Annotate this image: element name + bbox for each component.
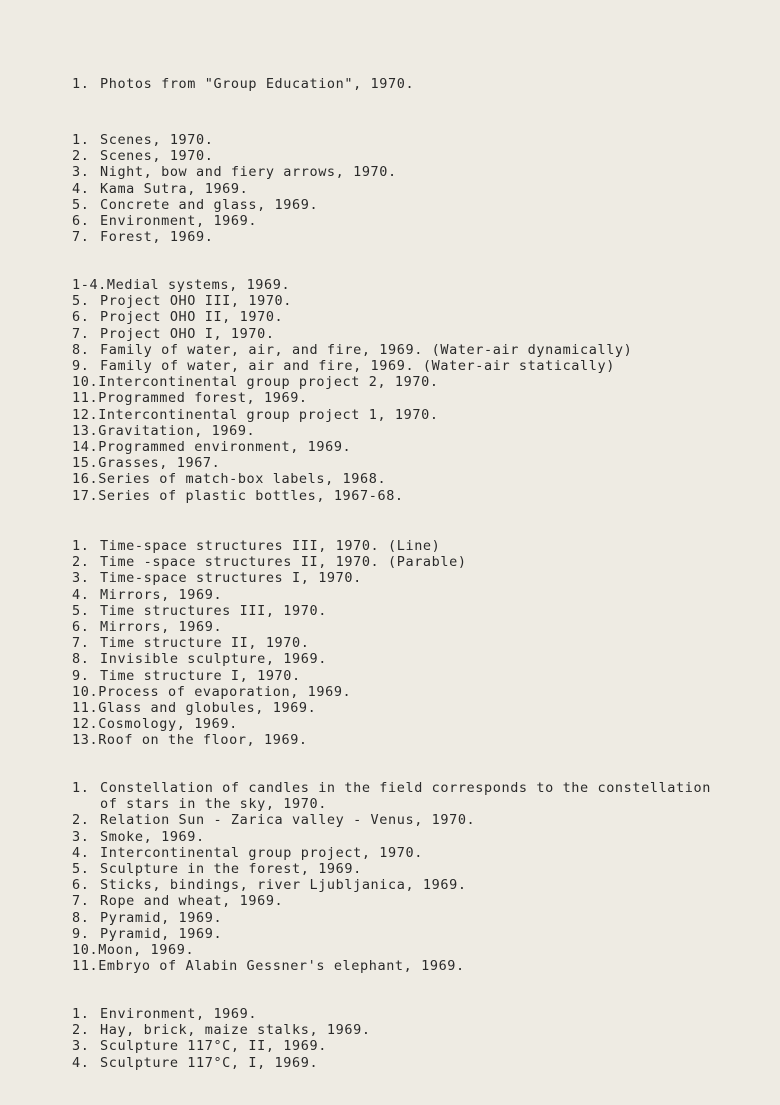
list-item bbox=[72, 700, 316, 716]
list-item bbox=[72, 326, 275, 342]
item-number: 10. bbox=[72, 683, 99, 700]
list-item bbox=[72, 488, 404, 504]
list-item bbox=[72, 1022, 371, 1038]
item-text: Night, bow and fiery arrows, 1970. bbox=[100, 164, 397, 181]
item-number: 6. bbox=[72, 619, 90, 635]
list-item bbox=[72, 910, 222, 926]
item-text: Relation Sun - Zarica valley - Venus, 1970. bbox=[100, 812, 476, 829]
item-text: Mirrors, 1969. bbox=[100, 619, 223, 635]
list-item bbox=[72, 1006, 257, 1022]
item-number: 2. bbox=[72, 554, 90, 571]
item-number: 9. bbox=[72, 667, 90, 684]
item-text: Hay, brick, maize stalks, 1969. bbox=[100, 1022, 371, 1039]
list-item bbox=[72, 213, 257, 229]
item-text: Time-space structures III, 1970. (Line) bbox=[100, 538, 441, 554]
list-item bbox=[72, 861, 362, 877]
item-number: 11. bbox=[72, 700, 99, 716]
item-text: Photos from "Group Education", 1970. bbox=[100, 76, 415, 93]
item-text: Constellation of candles in the field corresponds to the constellation bbox=[100, 780, 711, 796]
item-number: 11. bbox=[72, 958, 99, 975]
item-number: 1-4. bbox=[72, 277, 107, 293]
item-number: 8. bbox=[72, 651, 90, 668]
item-text: Programmed forest, 1969. bbox=[98, 390, 308, 407]
item-text: Family of water, air and fire, 1969. (Water-air statically) bbox=[100, 358, 615, 374]
list-item bbox=[72, 439, 351, 455]
item-text: Glass and globules, 1969. bbox=[98, 700, 317, 716]
list-item bbox=[72, 181, 248, 197]
list-item bbox=[72, 423, 255, 439]
list-item bbox=[72, 732, 308, 748]
item-number: 4. bbox=[72, 1054, 90, 1071]
list-item bbox=[72, 471, 386, 487]
list-item bbox=[72, 603, 327, 619]
item-text: Rope and wheat, 1969. bbox=[100, 893, 284, 910]
item-text: Medial systems, 1969. bbox=[106, 277, 291, 293]
item-text: Time structure II, 1970. bbox=[100, 635, 310, 652]
item-number: 7. bbox=[72, 229, 90, 246]
list-item bbox=[72, 716, 238, 732]
item-text: Time structure I, 1970. bbox=[100, 667, 301, 684]
item-number: 1. bbox=[72, 538, 90, 554]
list-item bbox=[72, 877, 467, 893]
item-number: 9. bbox=[72, 925, 90, 942]
item-text: Sculpture in the forest, 1969. bbox=[100, 861, 362, 877]
list-item bbox=[72, 668, 301, 684]
item-number: 8. bbox=[72, 341, 90, 358]
list-item bbox=[72, 926, 222, 942]
item-number: 2. bbox=[72, 148, 90, 165]
item-text: Sculpture 117°C, I, 1969. bbox=[100, 1054, 319, 1071]
item-text: Time structures III, 1970. bbox=[100, 602, 327, 619]
item-text: Programmed environment, 1969. bbox=[98, 439, 352, 455]
list-item bbox=[72, 277, 290, 293]
item-text: Pyramid, 1969. bbox=[100, 925, 223, 942]
item-number: 5. bbox=[72, 293, 90, 310]
item-number: 5. bbox=[72, 196, 90, 213]
item-number: 2. bbox=[72, 1022, 90, 1039]
item-number: 2. bbox=[72, 812, 90, 829]
item-text: Time -space structures II, 1970. (Parable) bbox=[100, 554, 467, 571]
item-text: Scenes, 1970. bbox=[100, 132, 214, 148]
item-text: Invisible sculpture, 1969. bbox=[100, 651, 327, 668]
item-text: Time-space structures I, 1970. bbox=[100, 570, 362, 587]
list-item bbox=[72, 554, 467, 570]
item-number: 12. bbox=[72, 406, 99, 423]
item-number: 15. bbox=[72, 455, 99, 472]
list-item bbox=[72, 942, 194, 958]
list-item bbox=[72, 829, 205, 845]
item-number: 1. bbox=[72, 132, 90, 148]
item-number: 7. bbox=[72, 893, 90, 910]
list-item bbox=[72, 1038, 327, 1054]
list-item bbox=[72, 651, 327, 667]
item-number: 10. bbox=[72, 942, 99, 958]
list-item bbox=[72, 812, 475, 828]
item-number: 4. bbox=[72, 180, 90, 197]
list-item bbox=[72, 619, 222, 635]
list-item bbox=[72, 893, 283, 909]
item-text: Environment, 1969. bbox=[100, 1006, 258, 1022]
item-text: Process of evaporation, 1969. bbox=[98, 683, 352, 700]
item-text: Intercontinental group project, 1970. bbox=[100, 844, 423, 861]
item-number: 7. bbox=[72, 635, 90, 652]
item-number: 7. bbox=[72, 325, 90, 342]
list-item bbox=[72, 390, 308, 406]
item-number: 4. bbox=[72, 586, 90, 603]
item-text: Environment, 1969. bbox=[100, 213, 258, 229]
list-item bbox=[72, 358, 615, 374]
item-number: 5. bbox=[72, 602, 90, 619]
item-text: Roof on the floor, 1969. bbox=[98, 732, 308, 749]
item-text: Series of match-box labels, 1968. bbox=[98, 471, 387, 488]
item-text: Project OHO I, 1970. bbox=[100, 325, 275, 342]
item-number: 1. bbox=[72, 1006, 90, 1022]
item-text: Project OHO II, 1970. bbox=[100, 309, 284, 326]
list-item bbox=[72, 309, 283, 325]
list-item bbox=[72, 342, 632, 358]
item-number: 3. bbox=[72, 164, 90, 181]
item-text: Sticks, bindings, river Ljubljanica, 1969. bbox=[100, 877, 467, 894]
list-item bbox=[72, 684, 351, 700]
item-text: Grasses, 1967. bbox=[98, 455, 221, 472]
item-number: 3. bbox=[72, 828, 90, 845]
item-text: Project OHO III, 1970. bbox=[100, 293, 293, 310]
list-item bbox=[72, 132, 213, 148]
item-number: 9. bbox=[72, 358, 90, 374]
item-number: 8. bbox=[72, 909, 90, 926]
list-item bbox=[72, 197, 318, 213]
list-item bbox=[72, 229, 213, 245]
item-text: Cosmology, 1969. bbox=[98, 716, 238, 733]
item-number: 10. bbox=[72, 374, 99, 391]
item-text: Moon, 1969. bbox=[98, 942, 195, 958]
list-item bbox=[72, 845, 423, 861]
item-text: Pyramid, 1969. bbox=[100, 909, 223, 926]
item-number: 16. bbox=[72, 471, 99, 488]
item-text: Gravitation, 1969. bbox=[98, 422, 256, 439]
item-text-continuation: of stars in the sky, 1970. bbox=[100, 796, 327, 813]
item-text: Intercontinental group project 2, 1970. bbox=[98, 374, 439, 391]
item-text: Forest, 1969. bbox=[100, 229, 214, 246]
item-text: Smoke, 1969. bbox=[100, 828, 205, 845]
item-text: Kama Sutra, 1969. bbox=[100, 180, 249, 197]
item-number: 6. bbox=[72, 213, 90, 229]
item-number: 5. bbox=[72, 861, 90, 877]
list-item bbox=[72, 164, 397, 180]
list-item bbox=[72, 374, 439, 390]
list-item bbox=[72, 455, 220, 471]
item-text: Series of plastic bottles, 1967-68. bbox=[98, 487, 404, 504]
item-number: 17. bbox=[72, 487, 99, 504]
list-item bbox=[72, 587, 222, 603]
item-number: 11. bbox=[72, 390, 99, 407]
list-item bbox=[72, 148, 213, 164]
list-item bbox=[72, 76, 414, 92]
item-number: 6. bbox=[72, 877, 90, 894]
list-item bbox=[72, 407, 439, 423]
list-item bbox=[72, 538, 440, 554]
list-item bbox=[72, 293, 292, 309]
item-text: Embryo of Alabin Gessner's elephant, 1969. bbox=[98, 958, 465, 975]
item-text: Concrete and glass, 1969. bbox=[100, 196, 319, 213]
list-item bbox=[72, 570, 362, 586]
item-number: 1. bbox=[72, 76, 90, 93]
item-text: Mirrors, 1969. bbox=[100, 586, 223, 603]
item-number: 3. bbox=[72, 570, 90, 587]
list-item bbox=[72, 958, 465, 974]
item-number: 13. bbox=[72, 422, 99, 439]
item-text: Scenes, 1970. bbox=[100, 148, 214, 165]
item-text: Family of water, air, and fire, 1969. (Water-air dynamically) bbox=[100, 341, 633, 358]
item-number: 13. bbox=[72, 732, 99, 749]
list-item bbox=[72, 1055, 318, 1071]
item-number: 4. bbox=[72, 844, 90, 861]
list-item bbox=[72, 780, 711, 796]
item-text: Intercontinental group project 1, 1970. bbox=[98, 406, 439, 423]
item-number: 3. bbox=[72, 1038, 90, 1055]
item-number: 1. bbox=[72, 780, 90, 796]
item-number: 6. bbox=[72, 309, 90, 326]
item-number: 14. bbox=[72, 439, 99, 455]
item-text: Sculpture 117°C, II, 1969. bbox=[100, 1038, 327, 1055]
item-number: 12. bbox=[72, 716, 99, 733]
list-item bbox=[72, 635, 309, 651]
